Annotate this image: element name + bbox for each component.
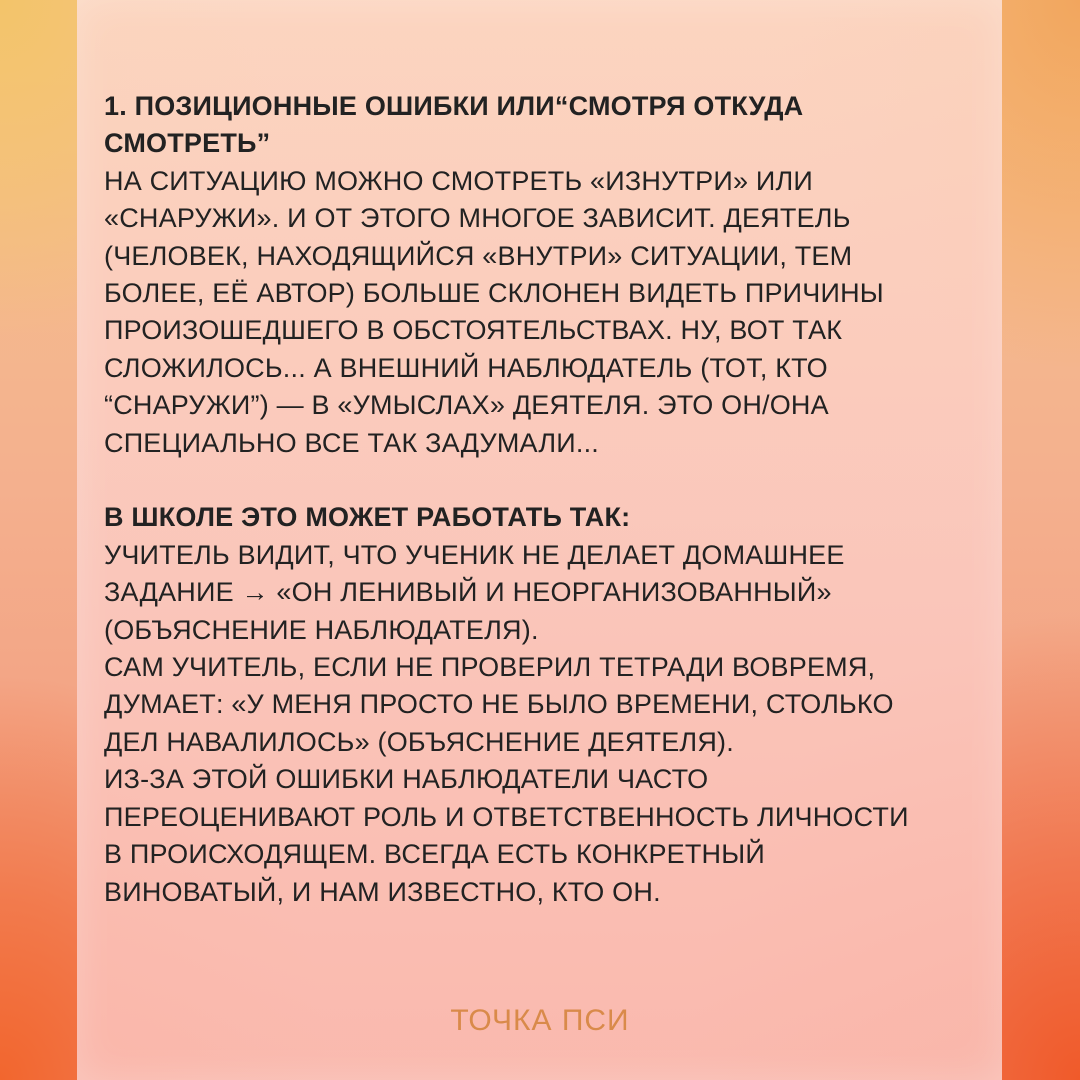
paragraph-gap (104, 462, 964, 499)
section-title-line: СМОТРЕТЬ” (104, 128, 271, 159)
section-title-line: В ШКОЛЕ ЭТО МОЖЕТ РАБОТАТЬ ТАК: (104, 502, 631, 533)
body-line: «СНАРУЖИ». И ОТ ЭТОГО МНОГОЕ ЗАВИСИТ. ДЕЯТЕЛЬ (104, 203, 851, 234)
body-line: (ОБЪЯСНЕНИЕ НАБЛЮДАТЕЛЯ). (104, 614, 539, 645)
body-line: БОЛЕЕ, ЕЁ АВТОР) БОЛЬШЕ СКЛОНЕН ВИДЕТЬ ПРИЧИНЫ (104, 278, 884, 309)
body-line: СПЕЦИАЛЬНО ВСЕ ТАК ЗАДУМАЛИ... (104, 427, 599, 458)
post-content (104, 88, 964, 911)
body-line: ПЕРЕОЦЕНИВАЮТ РОЛЬ И ОТВЕТСТВЕННОСТЬ ЛИЧНОСТИ (104, 801, 909, 832)
body-line: СЛОЖИЛОСЬ... А ВНЕШНИЙ НАБЛЮДАТЕЛЬ (ТОТ, КТО (104, 352, 828, 383)
body-line: (ЧЕЛОВЕК, НАХОДЯЩИЙСЯ «ВНУТРИ» СИТУАЦИИ, ТЕМ (104, 240, 853, 271)
body-line: ДУМАЕТ: «У МЕНЯ ПРОСТО НЕ БЫЛО ВРЕМЕНИ, СТОЛЬКО (104, 689, 894, 720)
body-line: ВИНОВАТЫЙ, И НАМ ИЗВЕСТНО, КТО ОН. (104, 876, 661, 907)
brand-name: ТОЧКА ПСИ (450, 1004, 630, 1037)
body-line: ПРОИЗОШЕДШЕГО В ОБСТОЯТЕЛЬСТВАХ. НУ, ВОТ ТАК (104, 315, 843, 346)
section-title-line: 1. ПОЗИЦИОННЫЕ ОШИБКИ ИЛИ“СМОТРЯ ОТКУДА (104, 91, 804, 121)
body-line: В ПРОИСХОДЯЩЕМ. ВСЕГДА ЕСТЬ КОНКРЕТНЫЙ (104, 839, 765, 870)
body-line: ДЕЛ НАВАЛИЛОСЬ» (ОБЪЯСНЕНИЕ ДЕЯТЕЛЯ). (104, 726, 734, 757)
section-school-example (104, 499, 964, 910)
body-line: ИЗ-ЗА ЭТОЙ ОШИБКИ НАБЛЮДАТЕЛИ ЧАСТО (104, 764, 709, 795)
body-line: НА СИТУАЦИЮ МОЖНО СМОТРЕТЬ «ИЗНУТРИ» ИЛИ (104, 165, 813, 196)
section-positional-errors (104, 88, 964, 462)
body-line: “СНАРУЖИ”) — В «УМЫСЛАХ» ДЕЯТЕЛЯ. ЭТО ОН/ОНА (104, 390, 829, 421)
body-line: УЧИТЕЛЬ ВИДИТ, ЧТО УЧЕНИК НЕ ДЕЛАЕТ ДОМАШНЕЕ (104, 539, 845, 570)
body-line: САМ УЧИТЕЛЬ, ЕСЛИ НЕ ПРОВЕРИЛ ТЕТРАДИ ВОВРЕМЯ, (104, 652, 876, 683)
body-line: ЗАДАНИЕ → «ОН ЛЕНИВЫЙ И НЕОРГАНИЗОВАННЫЙ» (104, 577, 832, 608)
